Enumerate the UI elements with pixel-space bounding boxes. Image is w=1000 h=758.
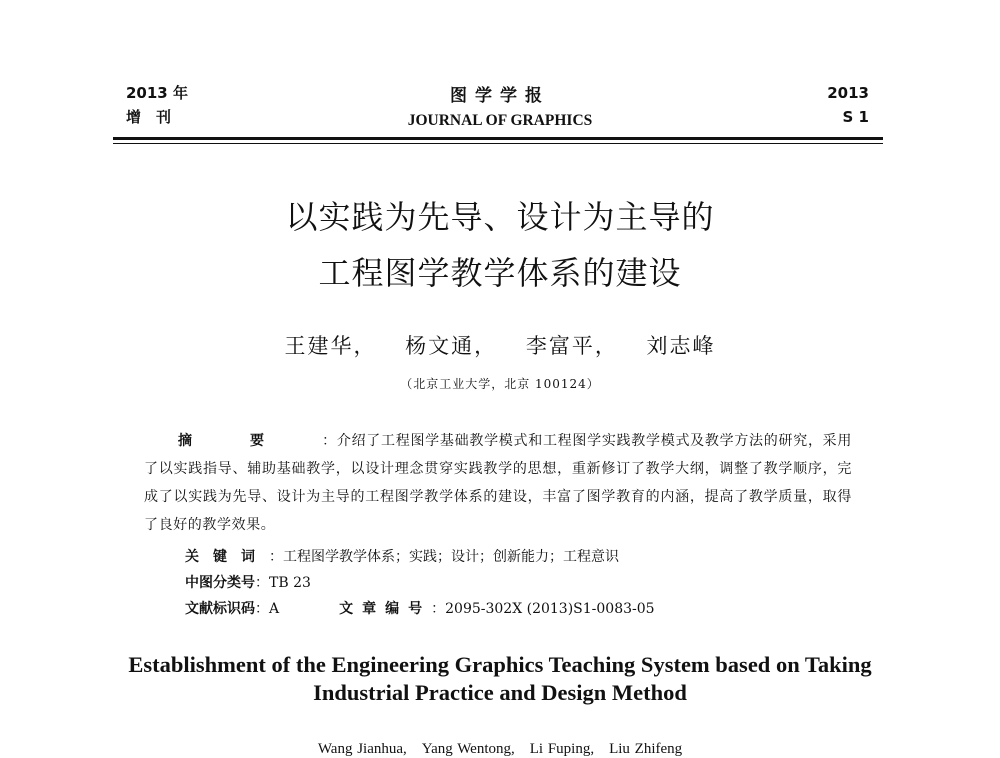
paper-title-line-1: 以实践为先导、设计为主导的 bbox=[285, 198, 715, 236]
affiliation-cn: （北京工业大学，北京 100124） bbox=[400, 377, 600, 391]
document-code-label: 文献标识码 bbox=[185, 601, 255, 617]
authors-cn: 王建华， 杨文通， 李富平， 刘志峰 bbox=[284, 334, 716, 358]
header-rule-thick bbox=[113, 137, 883, 140]
journal-name-cn: 图学学报 bbox=[450, 86, 550, 106]
paper-title-en-line-2: Industrial Practice and Design Method bbox=[313, 680, 687, 705]
masthead-year-right: 2013 bbox=[827, 84, 869, 102]
classification-line bbox=[185, 572, 311, 594]
masthead-year-left: 2013 年 bbox=[126, 84, 188, 102]
article-number-value: ：2095-302X (2013)S1-0083-05 bbox=[431, 601, 655, 617]
abstract-label: 摘要 bbox=[178, 433, 322, 449]
classification-label: 中图分类号 bbox=[185, 575, 255, 591]
header-rule-thin bbox=[113, 143, 883, 144]
classification-value: ：TB 23 bbox=[255, 575, 311, 591]
article-number-label: 文章编号 bbox=[339, 601, 432, 617]
paper-title-line-2: 工程图学教学体系的建设 bbox=[318, 254, 682, 292]
authors-en: Wang Jianhua, Yang Wentong, Li Fuping, Liu Zhifeng bbox=[317, 741, 683, 757]
paper-title-en-line-1: Establishment of the Engineering Graphics Teaching System based on Taking bbox=[128, 652, 872, 677]
document-code-value: ：A bbox=[255, 601, 280, 617]
abstract-text: ：介绍了工程图学基础教学模式和工程图学实践教学模式及教学方法的研究，采用了以实践指导、辅助基础教学，以设计理念贯穿实践教学的思想，重新修订了教学大纲，调整了教学顺序，完成了以实践为先导、设计为主导的工程图学教学体系的建设，丰富了图学教育的内涵，提高了教学质量，取得了良好的教学效果。 bbox=[144, 433, 852, 533]
keywords-line bbox=[185, 546, 619, 568]
masthead-issue-right: S 1 bbox=[842, 108, 869, 126]
document-code-line bbox=[185, 598, 655, 620]
journal-name-en: JOURNAL OF GRAPHICS bbox=[407, 112, 593, 129]
keywords-value: ：工程图学教学体系；实践；设计；创新能力；工程意识 bbox=[269, 549, 619, 565]
masthead-issue-left: 增 刊 bbox=[126, 108, 172, 126]
abstract bbox=[144, 427, 852, 539]
keywords-label: 关键词 bbox=[185, 549, 269, 565]
